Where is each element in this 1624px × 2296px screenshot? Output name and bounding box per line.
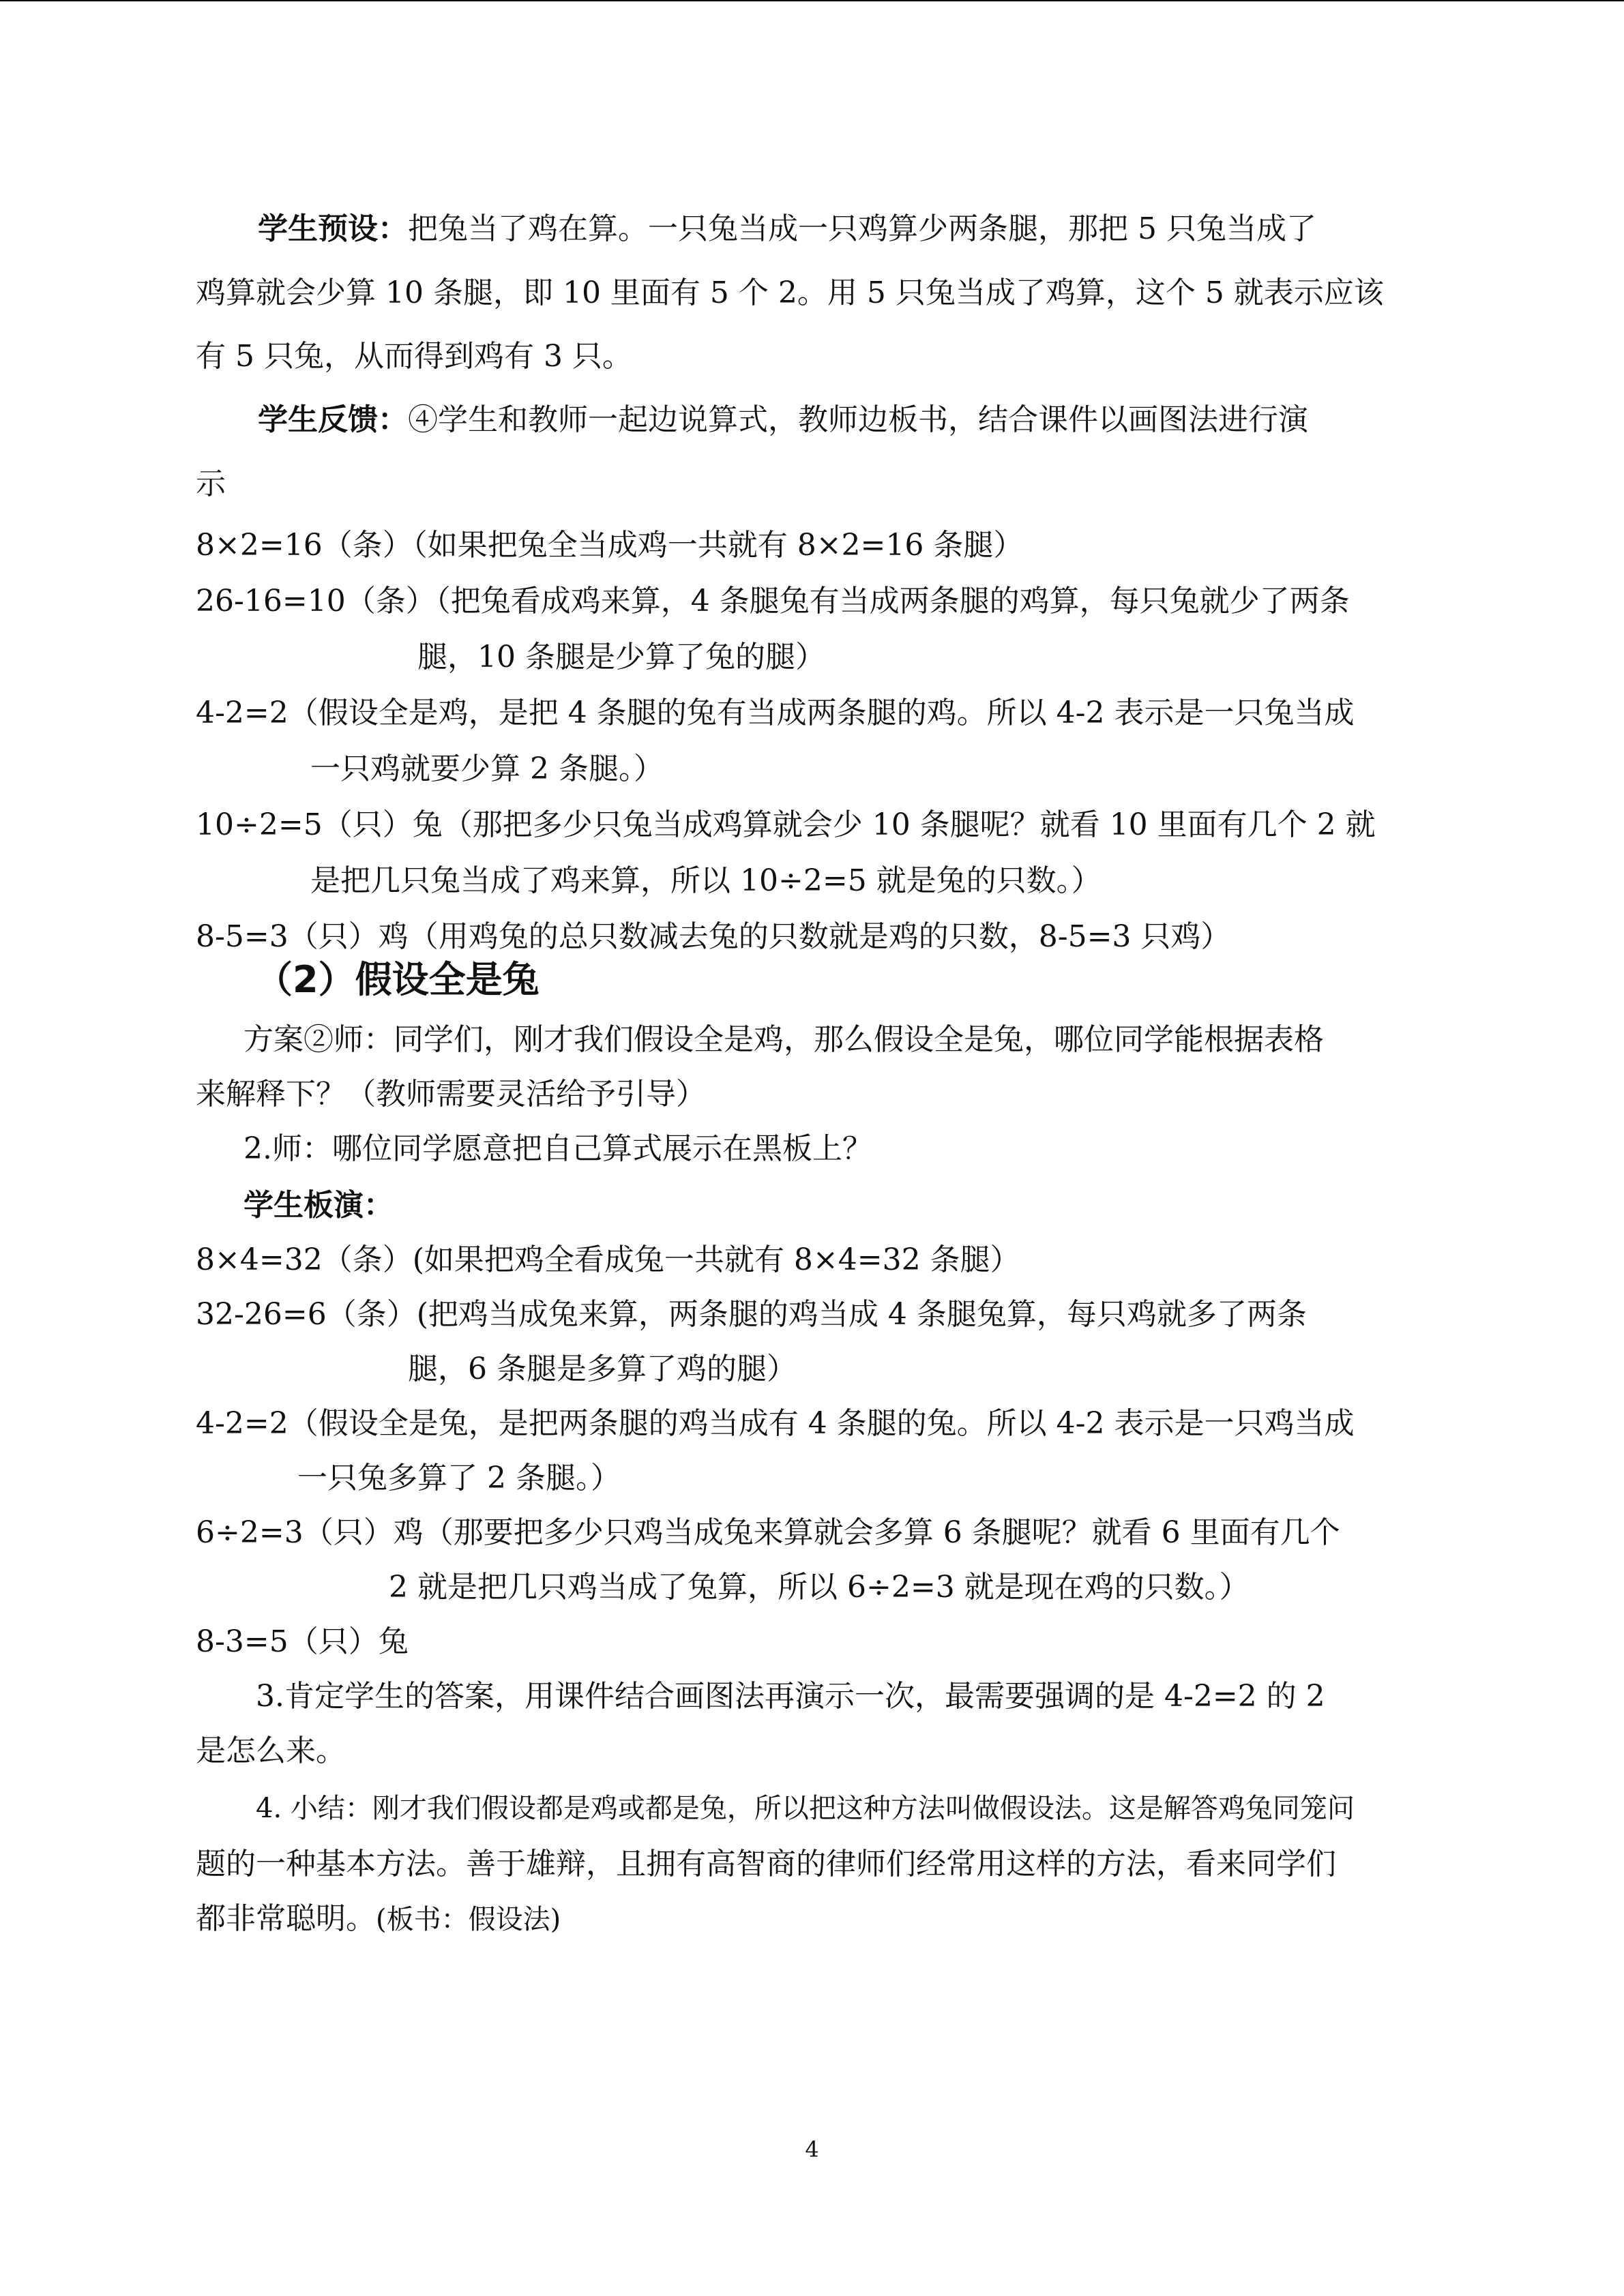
equation-continuation: 一只兔多算了 2 条腿。）: [297, 1461, 621, 1495]
label-student-presumption: 学生预设：: [258, 211, 408, 246]
paragraph-student-feedback: [258, 400, 1308, 441]
equation-line: 4-2=2（假设全是兔，是把两条腿的鸡当成有 4 条腿的兔。所以 4-2 表示是一只鸡当成: [196, 1406, 1355, 1441]
section-heading: （2）假设全是兔: [256, 958, 540, 1001]
text-line: [196, 1898, 561, 1940]
text-line: 把兔当了鸡在算。一只兔当成一只鸡算少两条腿，那把 5 只兔当成了: [408, 211, 1316, 246]
text-line: 鸡算就会少算 10 条腿，即 10 里面有 5 个 2。用 5 只兔当成了鸡算，这个 5 就表示应该: [196, 275, 1384, 310]
equation-continuation: 是把几只兔当成了鸡来算，所以 10÷2=5 就是兔的只数。）: [310, 863, 1102, 898]
label-student-board: 学生板演：: [243, 1188, 394, 1223]
text-line: 示: [196, 466, 226, 501]
text-line: 方案②师：同学们，刚才我们假设全是鸡，那么假设全是兔，哪位同学能根据表格: [243, 1022, 1324, 1057]
equation-line: 4-2=2（假设全是鸡，是把 4 条腿的兔有当成两条腿的鸡。所以 4-2 表示是一只兔当成: [196, 696, 1355, 730]
paragraph-student-presumption: [258, 209, 1316, 250]
equation-continuation: 一只鸡就要少算 2 条腿。）: [310, 751, 664, 786]
equation-line: 8×2=16（条）（如果把兔全当成鸡一共就有 8×2=16 条腿）: [196, 528, 1024, 563]
equation-line: 10÷2=5（只）兔（那把多少只兔当成鸡算就会少 10 条腿呢？就看 10 里面有几个 2 就: [196, 807, 1376, 842]
equation-continuation: 2 就是把几只鸡当成了兔算，所以 6÷2=3 就是现在鸡的只数。）: [389, 1570, 1250, 1605]
text-line: 3.肯定学生的答案，用课件结合画图法再演示一次，最需要强调的是 4-2=2 的 2: [256, 1679, 1325, 1714]
text-line: 2.师：哪位同学愿意把自己算式展示在黑板上？: [243, 1131, 872, 1166]
equation-continuation: 腿，10 条腿是少算了兔的腿）: [417, 640, 825, 674]
board-note: (板书：假设法): [376, 1904, 561, 1935]
equation-continuation: 腿，6 条腿是多算了鸡的腿）: [408, 1352, 797, 1386]
summary-line: 4. 小结：刚才我们假设都是鸡或都是兔，所以把这种方法叫做假设法。这是解答鸡兔同笼问: [256, 1793, 1355, 1824]
text-line: 是怎么来。: [196, 1733, 346, 1768]
equation-line: 8-5=3（只）鸡（用鸡兔的总只数减去兔的只数就是鸡的只数，8-5=3 只鸡）: [196, 919, 1231, 954]
text-line: 有 5 只兔，从而得到鸡有 3 只。: [196, 339, 632, 374]
text-line: 来解释下？（教师需要灵活给予引导）: [196, 1077, 706, 1112]
text-line: ④学生和教师一起边说算式，教师边板书，结合课件以画图法进行演: [408, 402, 1308, 437]
text-span: 都非常聪明。: [196, 1901, 376, 1936]
equation-line: 8-3=5（只）兔: [196, 1624, 409, 1659]
equation-line: 6÷2=3（只）鸡（那要把多少只鸡当成兔来算就会多算 6 条腿呢？就看 6 里面有几个: [196, 1515, 1340, 1550]
top-border: [0, 0, 1624, 1]
label-student-feedback: 学生反馈：: [258, 402, 408, 437]
text-line: 题的一种基本方法。善于雄辩，且拥有高智商的律师们经常用这样的方法，看来同学们: [196, 1847, 1336, 1881]
equation-line: 8×4=32（条）(如果把鸡全看成兔一共就有 8×4=32 条腿）: [196, 1242, 1020, 1277]
page-number: 4: [805, 2136, 819, 2162]
equation-line: 26-16=10（条）（把兔看成鸡来算，4 条腿兔有当成两条腿的鸡算，每只兔就少了两条: [196, 584, 1350, 618]
equation-line: 32-26=6（条）(把鸡当成兔来算，两条腿的鸡当成 4 条腿兔算，每只鸡就多了两条: [196, 1297, 1307, 1332]
